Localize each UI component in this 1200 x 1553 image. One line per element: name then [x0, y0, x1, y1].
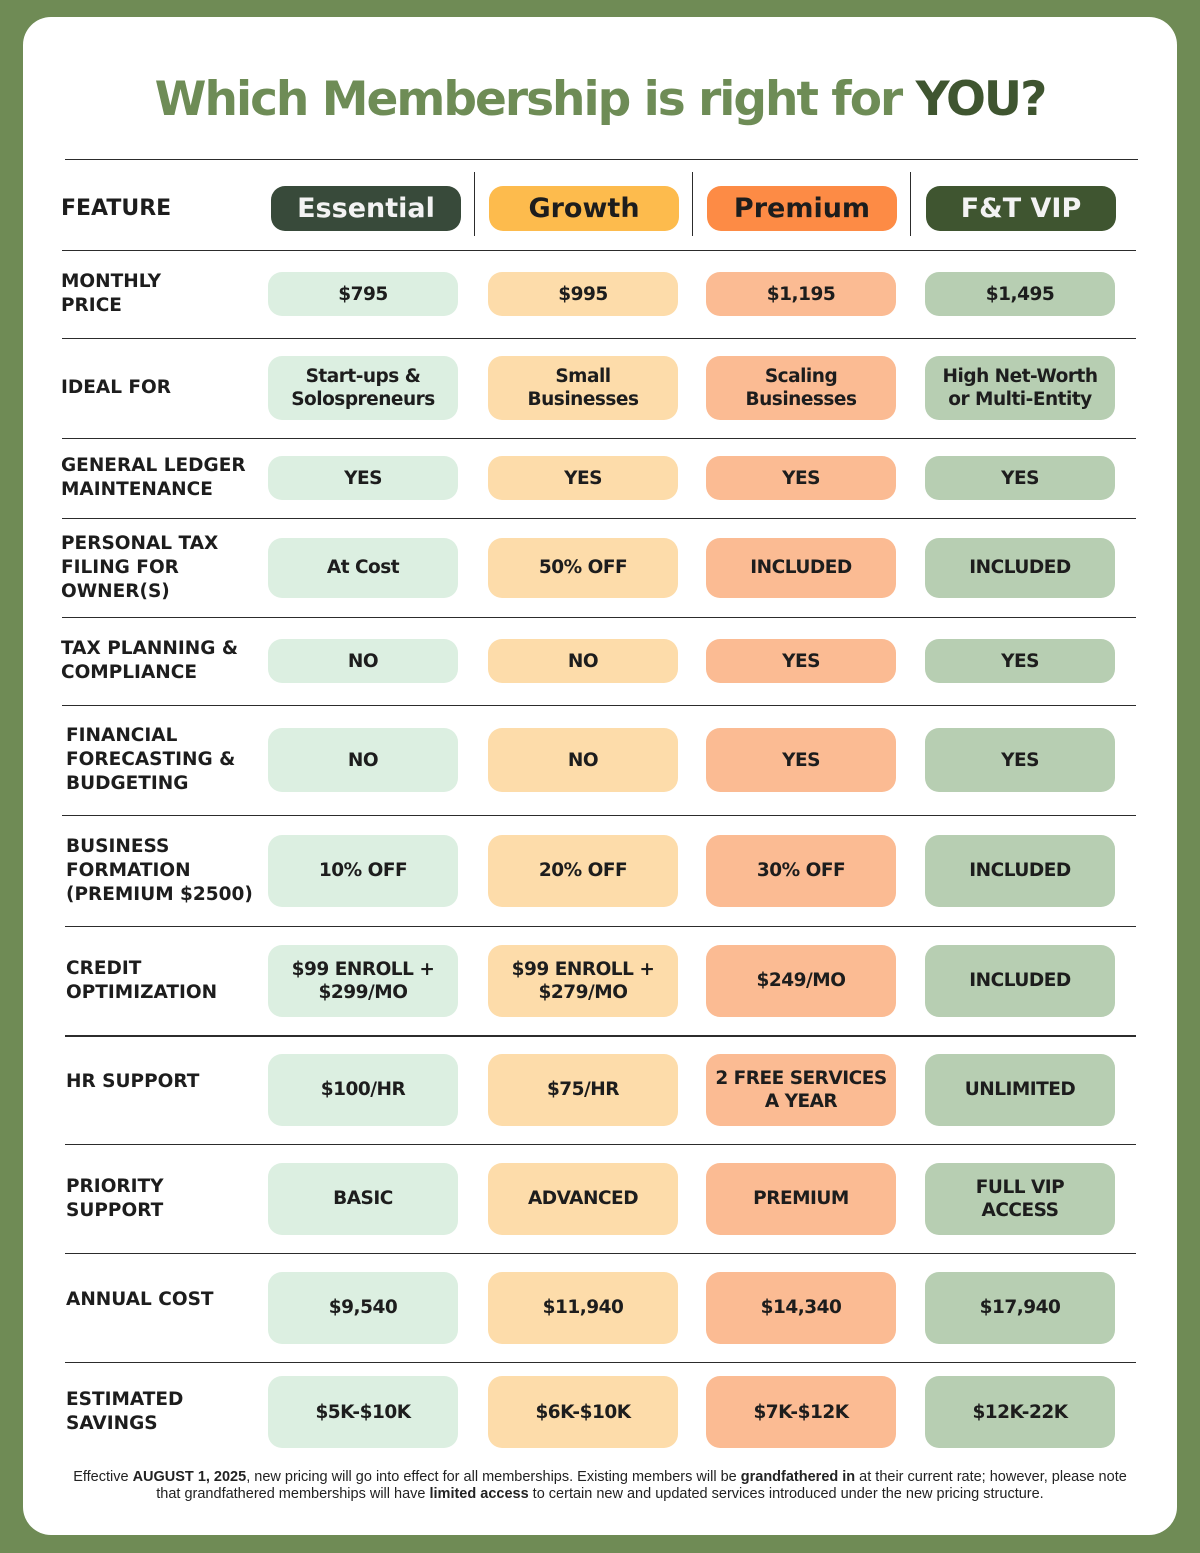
row-label: PERSONAL TAX FILING FOR OWNER(S) [61, 532, 219, 602]
cell-growth: ADVANCED [488, 1163, 678, 1235]
cell-essential: $9,540 [268, 1272, 458, 1344]
cell-premium: YES [706, 728, 896, 792]
cell-essential: At Cost [268, 538, 458, 598]
cell-growth: 20% OFF [488, 835, 678, 907]
cell-growth: 50% OFF [488, 538, 678, 598]
cell-growth: Small Businesses [488, 356, 678, 420]
row-label: ESTIMATED SAVINGS [66, 1389, 184, 1434]
row-divider [62, 438, 1136, 439]
row-divider [65, 1253, 1136, 1254]
row-label: BUSINESS FORMATION (PREMIUM $2500) [66, 835, 253, 905]
header-divider [474, 172, 475, 236]
cell-premium: YES [706, 456, 896, 500]
footnote-limited-access: limited access [429, 1486, 529, 1502]
title-emphasis: YOU? [915, 72, 1046, 127]
row-divider [62, 705, 1136, 706]
cell-premium: INCLUDED [706, 538, 896, 598]
feature-column-header: FEATURE [61, 196, 172, 221]
cell-premium: $7K-$12K [706, 1376, 896, 1448]
row-label: CREDIT OPTIMIZATION [66, 957, 218, 1003]
row-divider [62, 815, 1136, 816]
cell-essential: $100/HR [268, 1054, 458, 1126]
row-label: MONTHLY PRICE [61, 271, 162, 316]
cell-vip: $17,940 [925, 1272, 1115, 1344]
cell-essential: $5K-$10K [268, 1376, 458, 1448]
row-label: HR SUPPORT [66, 1070, 200, 1092]
cell-essential: NO [268, 639, 458, 683]
cell-premium: Scaling Businesses [706, 356, 896, 420]
tier-premium: Premium [707, 186, 897, 231]
cell-essential: NO [268, 728, 458, 792]
cell-essential: 10% OFF [268, 835, 458, 907]
footnote-text: at their current rate; however, please note that grandfathered memberships will have [156, 1469, 1127, 1502]
cell-premium: PREMIUM [706, 1163, 896, 1235]
row-label: GENERAL LEDGER MAINTENANCE [61, 455, 246, 500]
row-divider [65, 1362, 1136, 1363]
page-title [0, 72, 1200, 127]
cell-vip: INCLUDED [925, 945, 1115, 1017]
cell-premium: YES [706, 639, 896, 683]
cell-essential: $795 [268, 272, 458, 316]
footnote-date: AUGUST 1, 2025 [132, 1469, 247, 1485]
cell-growth: $99 ENROLL + $279/MO [488, 945, 678, 1017]
row-divider [62, 518, 1136, 519]
cell-growth: $995 [488, 272, 678, 316]
footnote-text: Effective [73, 1469, 133, 1485]
header-divider [910, 172, 911, 236]
cell-premium: $249/MO [706, 945, 896, 1017]
row-divider [65, 1035, 1136, 1037]
cell-vip: $12K-22K [925, 1376, 1115, 1448]
row-label: TAX PLANNING & COMPLIANCE [61, 638, 238, 683]
footnote-grandfathered: grandfathered in [740, 1469, 856, 1485]
cell-growth: $11,940 [488, 1272, 678, 1344]
row-divider [62, 338, 1136, 339]
footnote-text: , new pricing will go into effect for all memberships. Existing members will be [246, 1469, 741, 1485]
tier-vip: F&T VIP [926, 186, 1116, 231]
cell-growth: NO [488, 639, 678, 683]
cell-vip: FULL VIP ACCESS [925, 1163, 1115, 1235]
cell-essential: YES [268, 456, 458, 500]
cell-vip: YES [925, 639, 1115, 683]
header-divider [692, 172, 693, 236]
footnote-text: to certain new and updated services introduced under the new pricing structure. [528, 1486, 1044, 1502]
row-label: PRIORITY SUPPORT [66, 1175, 164, 1221]
cell-growth: YES [488, 456, 678, 500]
cell-premium: 30% OFF [706, 835, 896, 907]
cell-vip: INCLUDED [925, 538, 1115, 598]
row-label: FINANCIAL FORECASTING & BUDGETING [66, 725, 236, 794]
cell-vip: $1,495 [925, 272, 1115, 316]
cell-vip: INCLUDED [925, 835, 1115, 907]
divider-top [65, 159, 1138, 160]
cell-vip: High Net-Worth or Multi-Entity [925, 356, 1115, 420]
title-main: Which Membership is right for [154, 72, 902, 127]
cell-growth: $75/HR [488, 1054, 678, 1126]
cell-essential: $99 ENROLL + $299/MO [268, 945, 458, 1017]
cell-vip: YES [925, 456, 1115, 500]
row-divider [65, 926, 1136, 927]
cell-premium: $1,195 [706, 272, 896, 316]
cell-growth: $6K-$10K [488, 1376, 678, 1448]
row-label: IDEAL FOR [61, 377, 172, 398]
cell-growth: NO [488, 728, 678, 792]
row-divider [65, 1144, 1136, 1145]
cell-premium: 2 FREE SERVICES A YEAR [706, 1054, 896, 1126]
cell-essential: BASIC [268, 1163, 458, 1235]
cell-essential: Start-ups & Solospreneurs [268, 356, 458, 420]
cell-vip: YES [925, 728, 1115, 792]
cell-premium: $14,340 [706, 1272, 896, 1344]
cell-vip: UNLIMITED [925, 1054, 1115, 1126]
row-label: ANNUAL COST [66, 1288, 214, 1310]
row-divider [62, 617, 1136, 618]
tier-essential: Essential [271, 186, 461, 231]
tier-growth: Growth [489, 186, 679, 231]
footnote [70, 1469, 1130, 1503]
row-divider [62, 250, 1136, 251]
